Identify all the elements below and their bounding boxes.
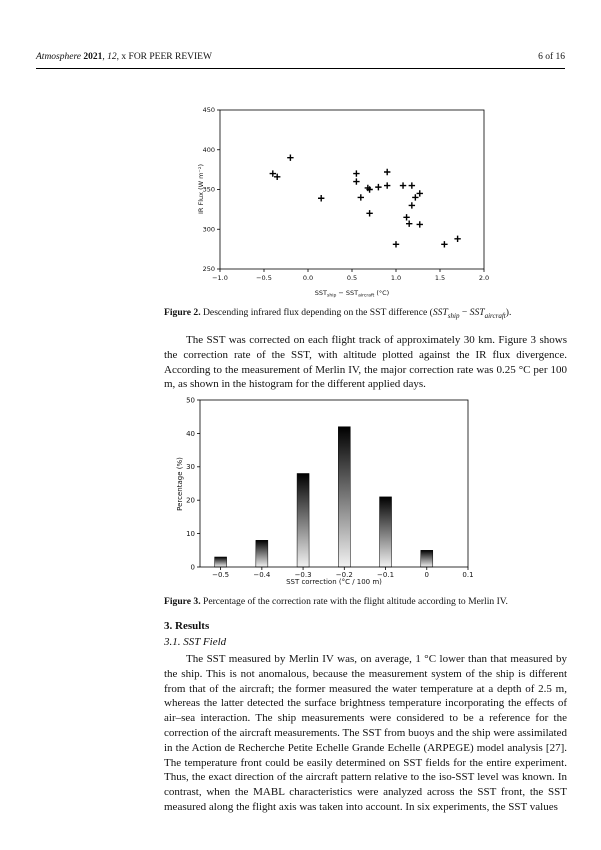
figure-2-label: Figure 2. — [164, 307, 201, 318]
data-point — [384, 169, 390, 175]
data-point — [353, 178, 359, 184]
histogram-bar — [338, 427, 350, 567]
caption-math-b-sub: aircraft — [484, 311, 506, 320]
y-axis-label: IR Flux (W m⁻²) — [197, 163, 205, 215]
histogram-bar — [215, 557, 227, 567]
data-point — [403, 214, 409, 220]
data-point — [409, 182, 415, 188]
x-tick-label: −0.1 — [377, 571, 395, 579]
x-axis-label: SST correction (°C / 100 m) — [286, 578, 382, 586]
x-tick-label: 0 — [424, 571, 430, 579]
paragraph-1-text: The SST was corrected on each flight track of approximately 30 km. Figure 3 shows the correction rate of the SST, with altitude plotted against the IR flux divergence. According to the measurement of Merlin IV, the major correction rate was 0.25 °C per 100 m, as shown in the histogram for the different applied days. — [164, 334, 567, 391]
x-tick-label: −0.2 — [335, 571, 353, 579]
histogram-bar — [380, 497, 392, 567]
data-point — [318, 195, 324, 201]
figure-3-histogram — [170, 390, 490, 590]
data-point — [393, 241, 399, 247]
data-point — [384, 182, 390, 188]
y-tick-label: 300 — [202, 225, 215, 234]
data-point — [412, 194, 418, 200]
figure-3-caption — [164, 596, 564, 608]
data-point — [400, 182, 406, 188]
figure-2-scatter-plot — [190, 100, 500, 305]
section-heading: 3. Results — [164, 620, 210, 632]
y-axis-label: Percentage (%) — [176, 457, 184, 511]
caption-math-b: SST — [469, 307, 485, 318]
x-tick-label: 1.0 — [390, 274, 402, 282]
histogram-bar — [297, 473, 309, 567]
figure-2-caption-text: Descending infrared flux depending on the SST difference ( — [200, 307, 433, 318]
figure-2-caption — [164, 307, 564, 322]
y-tick-label: 400 — [202, 145, 215, 154]
data-point — [287, 155, 293, 161]
data-point — [358, 194, 364, 200]
y-tick-label: 450 — [202, 106, 215, 115]
paragraph-1 — [164, 333, 567, 392]
page-header — [36, 52, 565, 62]
y-tick-label: 0 — [190, 563, 195, 572]
paragraph-2-text: The SST measured by Merlin IV was, on average, 1 °C lower than that measured by the ship. This is not anomalous, because the measurement system of the ship is different from that of the aircraft; the former measured the water temperature at a depth of 2.5 m, whereas the latter detected the surface brightness temperature incorporating the effects of air–sea interaction. The ship measurements were considered to be a reference for the correction of the aircraft measurements. The SST from buoys and the ship were assimilated in the Action de Recherche Petite Echelle Grande Echelle (ARPEGE) model analysis [27]. The temperature front could be easily determined on SST fields for the entire experiment. Thus, the exact direction of the aircraft pattern relative to the iso-SST level was known. In contrast, when the MABL characteristics were analyzed across the SST front, the SST measured along the flight axis was taken into account. In six experiments, the SST values — [164, 653, 567, 813]
paragraph-2 — [164, 652, 567, 815]
x-axis-label: $SST_{ship} - SST_{aircraft}$ (°C) — [314, 289, 390, 299]
data-point — [270, 170, 276, 176]
y-tick-label: 40 — [186, 429, 195, 438]
x-tick-label: −0.3 — [294, 571, 312, 579]
plot-frame — [200, 400, 468, 567]
journal-review-note: , x FOR PEER REVIEW — [116, 52, 212, 62]
figure-3-label: Figure 3. — [164, 596, 201, 607]
data-point — [409, 202, 415, 208]
caption-math-a: SST — [432, 307, 448, 318]
x-tick-label: −0.4 — [253, 571, 271, 579]
histogram-bar — [256, 540, 268, 567]
x-tick-label: 0.5 — [346, 274, 358, 282]
histogram-bar — [421, 550, 433, 567]
data-point — [274, 174, 280, 180]
subsection-heading: 3.1. SST Field — [164, 636, 227, 648]
caption-math-a-sub: ship — [447, 311, 460, 320]
figure-3-caption-text: Percentage of the correction rate with the flight altitude according to Merlin IV. — [200, 596, 508, 607]
y-tick-label: 30 — [186, 463, 195, 472]
data-point — [375, 184, 381, 190]
data-point — [366, 210, 372, 216]
x-tick-label: 2.0 — [478, 274, 490, 282]
x-tick-label: −0.5 — [256, 274, 272, 282]
data-point — [417, 221, 423, 227]
x-tick-label: −0.5 — [212, 571, 230, 579]
y-tick-label: 350 — [202, 185, 215, 194]
data-point — [353, 170, 359, 176]
x-tick-label: −1.0 — [212, 274, 228, 282]
y-tick-label: 250 — [202, 265, 215, 274]
data-point — [441, 241, 447, 247]
y-tick-label: 10 — [186, 530, 195, 538]
journal-volume: 12 — [107, 52, 117, 62]
journal-name: Atmosphere — [36, 52, 82, 62]
data-point — [406, 220, 412, 226]
y-tick-label: 50 — [186, 396, 195, 405]
header-rule — [36, 68, 565, 69]
journal-year: 2021 — [83, 52, 103, 62]
y-tick-label: 20 — [186, 496, 195, 505]
data-point — [454, 236, 460, 242]
caption-math-op: − — [459, 307, 470, 318]
x-tick-label: 0.1 — [462, 571, 474, 579]
journal-citation: Atmosphere 2021, 12, x FOR PEER REVIEW — [36, 52, 212, 62]
x-tick-label: 1.5 — [434, 274, 446, 282]
page-number: 6 of 16 — [538, 52, 565, 62]
figure-2-caption-end: ). — [505, 307, 512, 318]
data-point — [417, 190, 423, 196]
x-tick-label: 0.0 — [302, 274, 314, 282]
